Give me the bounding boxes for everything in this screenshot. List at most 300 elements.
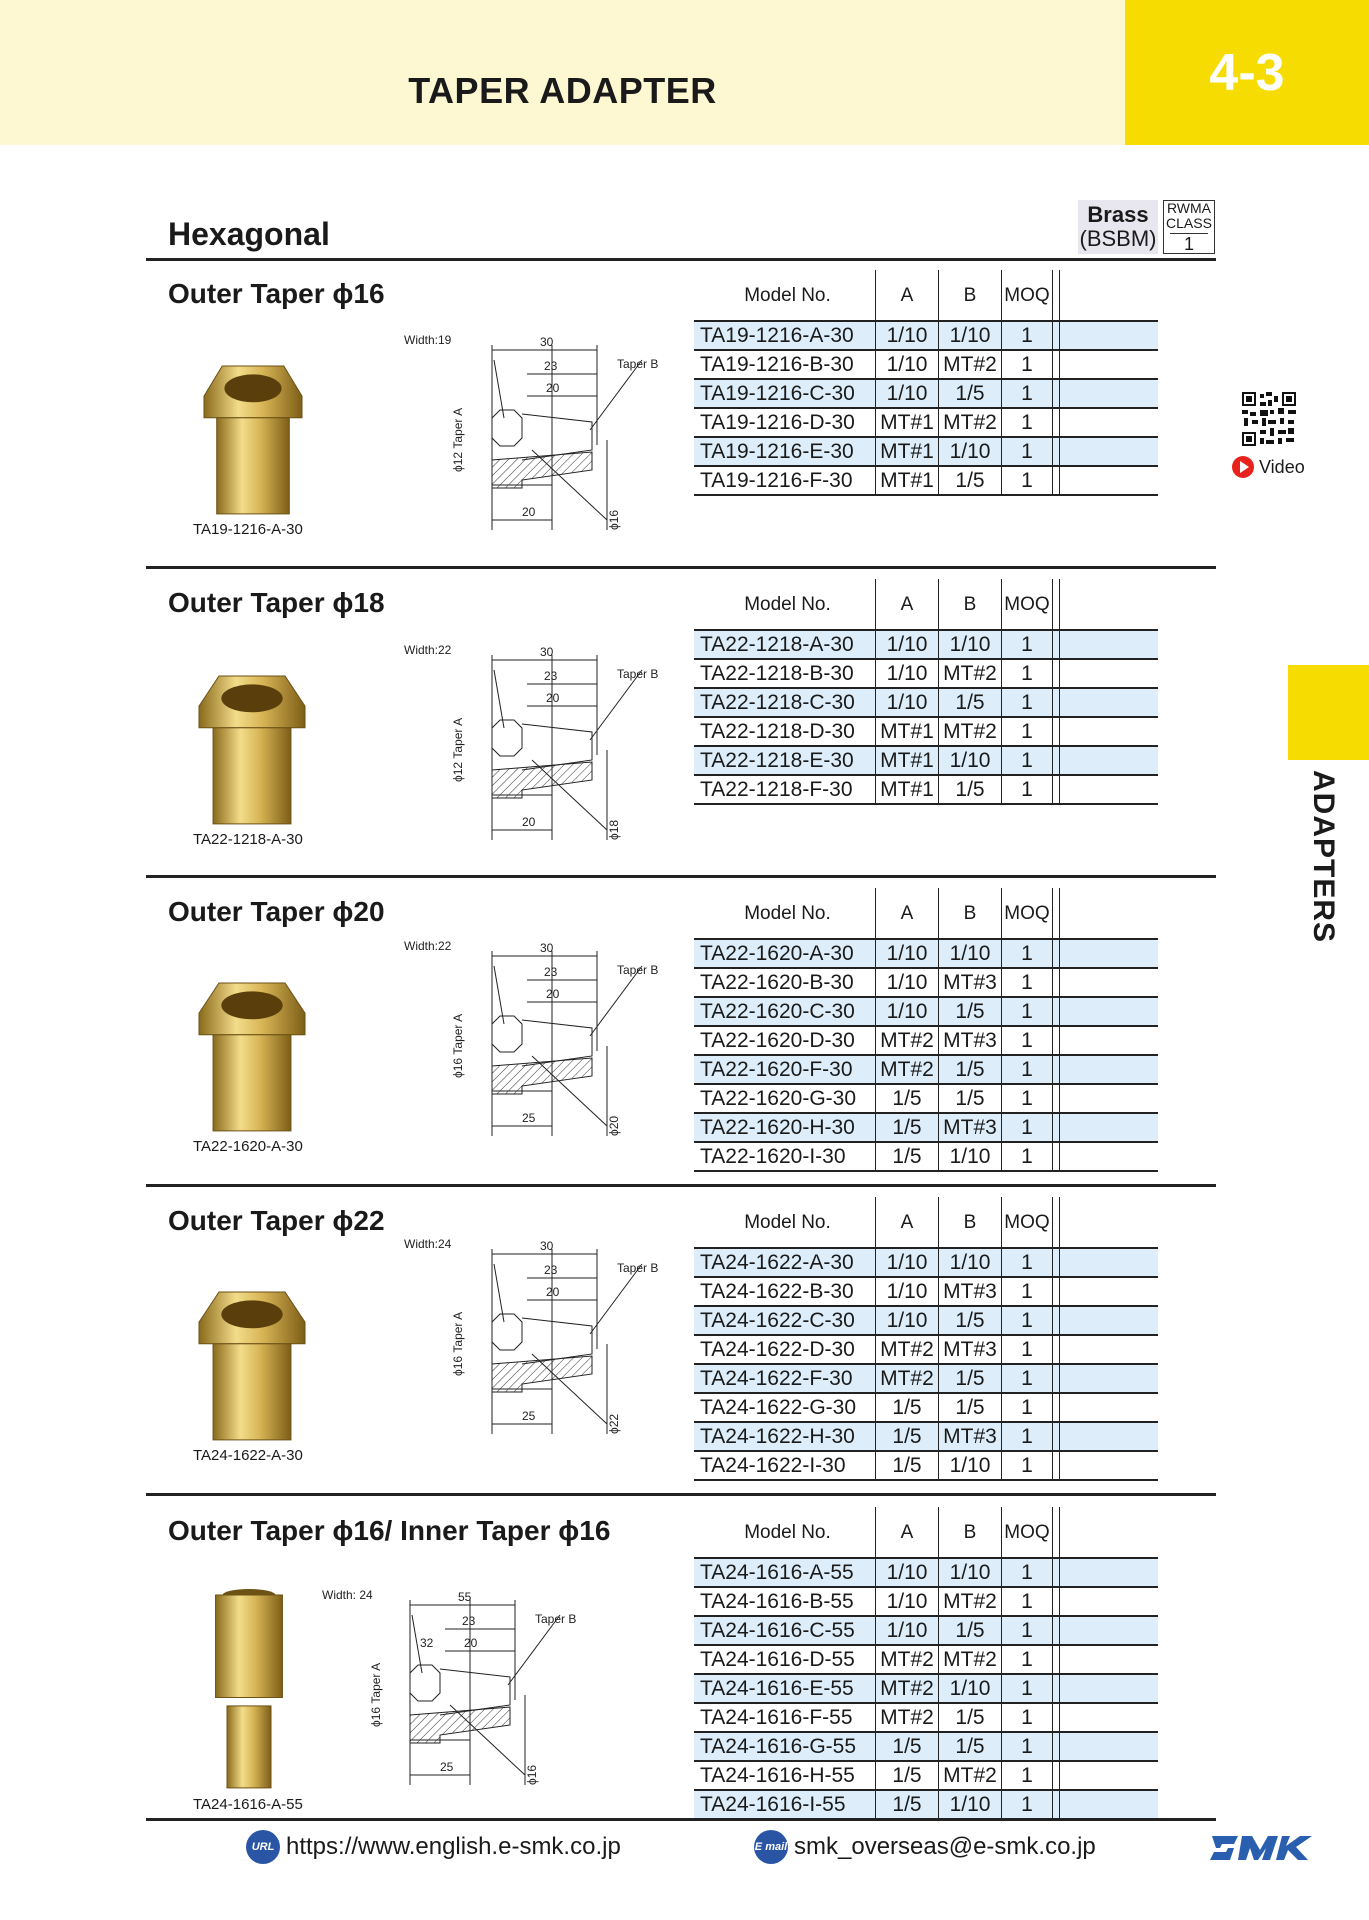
cell-moq: 1: [1002, 1248, 1053, 1277]
cell-moq: 1: [1002, 350, 1053, 379]
cell-b: MT#3: [939, 968, 1002, 997]
cell-extra: [1060, 1674, 1159, 1703]
dim-width: Width:19: [404, 333, 452, 347]
cell-b: 1/5: [939, 1055, 1002, 1084]
cell-b: 1/10: [939, 746, 1002, 775]
dim-width: Width:22: [404, 643, 452, 657]
table-row: [694, 1055, 1158, 1084]
cell-moq: 1: [1002, 1761, 1053, 1790]
cell-a: 1/5: [876, 1142, 939, 1171]
col-extra: [1053, 579, 1060, 630]
dim-taper-b: Taper B: [617, 963, 659, 977]
block-separator: [146, 1184, 1216, 1187]
cell-moq: 1: [1002, 1732, 1053, 1761]
table-row: [694, 321, 1158, 350]
cell-a: MT#2: [876, 1055, 939, 1084]
cell-extra: [1053, 1113, 1060, 1142]
material-badge: [1078, 200, 1158, 254]
col-moq: MOQ: [1002, 1197, 1053, 1248]
col-extra: [1060, 1197, 1159, 1248]
cell-model: TA24-1616-B-55: [694, 1587, 876, 1616]
table-row: [694, 775, 1158, 804]
dim-inner: 20: [546, 381, 560, 395]
cell-extra: [1053, 997, 1060, 1026]
cell-model: TA22-1620-I-30: [694, 1142, 876, 1171]
cell-model: TA22-1620-F-30: [694, 1055, 876, 1084]
col-a: A: [876, 1197, 939, 1248]
cell-model: TA19-1216-C-30: [694, 379, 876, 408]
cell-extra: [1053, 1055, 1060, 1084]
cell-a: 1/5: [876, 1422, 939, 1451]
cell-model: TA22-1218-D-30: [694, 717, 876, 746]
table-row: [694, 1277, 1158, 1306]
cell-a: 1/10: [876, 997, 939, 1026]
cell-model: TA22-1218-E-30: [694, 746, 876, 775]
cell-extra: [1053, 1306, 1060, 1335]
product-photo: [193, 672, 311, 827]
cell-model: TA24-1616-A-55: [694, 1558, 876, 1587]
cell-a: 1/10: [876, 1558, 939, 1587]
dim-total: 30: [540, 941, 554, 955]
dimension-drawing: [400, 330, 700, 545]
side-tab-label-wrap: [1300, 770, 1340, 950]
cell-extra: [1053, 1703, 1060, 1732]
table-row: [694, 408, 1158, 437]
cell-a: 1/5: [876, 1084, 939, 1113]
cell-moq: 1: [1002, 1790, 1053, 1819]
dim-diameter: ϕ22: [607, 1413, 621, 1434]
cell-extra: [1060, 968, 1159, 997]
cell-a: 1/5: [876, 1113, 939, 1142]
dimension-drawing: [400, 640, 700, 855]
model-table: [694, 1197, 1158, 1481]
table-row: [694, 1558, 1158, 1587]
model-table: [694, 579, 1158, 805]
side-tab-label: ADAPTERS: [1307, 770, 1340, 944]
cell-extra: [1060, 1277, 1159, 1306]
cell-extra: [1060, 659, 1159, 688]
table-row: [694, 1142, 1158, 1171]
dim-mid: 23: [544, 1263, 558, 1277]
cell-model: TA24-1622-I-30: [694, 1451, 876, 1480]
table-header: [694, 1197, 1158, 1248]
cell-b: 1/10: [939, 321, 1002, 350]
cell-b: 1/5: [939, 1306, 1002, 1335]
block-title: Outer Taper ϕ16: [168, 278, 385, 309]
cell-extra: [1053, 408, 1060, 437]
cell-extra: [1060, 746, 1159, 775]
cell-b: 1/5: [939, 1732, 1002, 1761]
col-extra: [1060, 888, 1159, 939]
cell-model: TA24-1622-A-30: [694, 1248, 876, 1277]
dim-mid: 23: [544, 965, 558, 979]
cell-b: MT#2: [939, 717, 1002, 746]
cell-model: TA22-1620-C-30: [694, 997, 876, 1026]
cell-b: 1/10: [939, 939, 1002, 968]
col-model: Model No.: [694, 579, 876, 630]
block-separator: [146, 875, 1216, 878]
cell-a: MT#2: [876, 1026, 939, 1055]
cell-extra: [1060, 350, 1159, 379]
dim-taper-a: ϕ16 Taper A: [369, 1662, 383, 1727]
cell-a: 1/10: [876, 968, 939, 997]
dimension-drawing: [400, 1234, 700, 1449]
cell-extra: [1060, 1761, 1159, 1790]
col-moq: MOQ: [1002, 888, 1053, 939]
cell-b: MT#2: [939, 350, 1002, 379]
dim-taper-b: Taper B: [535, 1612, 577, 1626]
cell-model: TA22-1620-G-30: [694, 1084, 876, 1113]
dim-diameter: ϕ16: [525, 1764, 539, 1785]
cell-extra: [1053, 968, 1060, 997]
cell-extra: [1053, 1335, 1060, 1364]
cell-moq: 1: [1002, 1364, 1053, 1393]
bottom-rule: [146, 1818, 1216, 1821]
cell-model: TA22-1218-F-30: [694, 775, 876, 804]
table-row: [694, 1451, 1158, 1480]
table-row: [694, 1084, 1158, 1113]
block-title: Outer Taper ϕ18: [168, 587, 385, 618]
cell-a: 1/10: [876, 1306, 939, 1335]
cell-b: 1/5: [939, 466, 1002, 495]
dim-inner: 20: [464, 1636, 478, 1650]
cell-extra: [1053, 350, 1060, 379]
material-name: Brass: [1087, 202, 1149, 227]
cell-extra: [1053, 630, 1060, 659]
table-header: [694, 270, 1158, 321]
cell-moq: 1: [1002, 630, 1053, 659]
rwma-class-value: 1: [1170, 233, 1208, 254]
cell-moq: 1: [1002, 1587, 1053, 1616]
cell-b: 1/5: [939, 1703, 1002, 1732]
cell-a: 1/10: [876, 379, 939, 408]
cell-extra: [1060, 630, 1159, 659]
block-separator: [146, 566, 1216, 569]
table-row: [694, 717, 1158, 746]
cell-moq: 1: [1002, 1451, 1053, 1480]
dim-taper-a: ϕ16 Taper A: [451, 1013, 465, 1078]
photo-caption: TA22-1620-A-30: [193, 1138, 303, 1155]
cell-extra: [1053, 1761, 1060, 1790]
cell-extra: [1053, 1790, 1060, 1819]
table-row: [694, 1761, 1158, 1790]
col-extra: [1060, 270, 1159, 321]
cell-b: 1/10: [939, 1142, 1002, 1171]
col-a: A: [876, 888, 939, 939]
cell-extra: [1053, 775, 1060, 804]
cell-a: 1/5: [876, 1732, 939, 1761]
cell-moq: 1: [1002, 408, 1053, 437]
dim-taper-a: ϕ12 Taper A: [451, 717, 465, 782]
cell-moq: 1: [1002, 437, 1053, 466]
dim-inner: 20: [546, 987, 560, 1001]
section-rule: [146, 258, 1216, 261]
table-row: [694, 1645, 1158, 1674]
col-model: Model No.: [694, 1507, 876, 1558]
cell-extra: [1053, 1451, 1060, 1480]
col-b: B: [939, 1197, 1002, 1248]
cell-extra: [1053, 717, 1060, 746]
product-photo: [193, 979, 311, 1134]
cell-b: MT#2: [939, 659, 1002, 688]
cell-b: MT#3: [939, 1335, 1002, 1364]
col-extra: [1060, 1507, 1159, 1558]
cell-extra: [1060, 1026, 1159, 1055]
cell-moq: 1: [1002, 1393, 1053, 1422]
table-row: [694, 1422, 1158, 1451]
cell-b: MT#2: [939, 1645, 1002, 1674]
col-extra: [1053, 888, 1060, 939]
cell-extra: [1060, 379, 1159, 408]
cell-moq: 1: [1002, 775, 1053, 804]
dim-base: 25: [522, 1111, 536, 1125]
table-row: [694, 688, 1158, 717]
col-model: Model No.: [694, 888, 876, 939]
qr-code-icon[interactable]: [1242, 392, 1296, 446]
footer-email-text[interactable]: smk_overseas@e-smk.co.jp: [794, 1833, 1096, 1860]
cell-a: MT#2: [876, 1364, 939, 1393]
video-label: Video: [1259, 456, 1305, 477]
cell-extra: [1053, 1277, 1060, 1306]
cell-model: TA24-1616-H-55: [694, 1761, 876, 1790]
dim-diameter: ϕ16: [607, 509, 621, 530]
block-separator: [146, 1493, 1216, 1496]
cell-model: TA22-1218-C-30: [694, 688, 876, 717]
cell-moq: 1: [1002, 746, 1053, 775]
cell-a: MT#2: [876, 1645, 939, 1674]
model-table: [694, 1507, 1158, 1820]
cell-b: 1/5: [939, 1084, 1002, 1113]
col-model: Model No.: [694, 1197, 876, 1248]
cell-extra: [1053, 1248, 1060, 1277]
cell-extra: [1060, 466, 1159, 495]
cell-model: TA24-1622-C-30: [694, 1306, 876, 1335]
cell-model: TA22-1218-B-30: [694, 659, 876, 688]
cell-moq: 1: [1002, 1645, 1053, 1674]
col-model: Model No.: [694, 270, 876, 321]
cell-extra: [1053, 437, 1060, 466]
product-photo: [198, 362, 308, 517]
cell-extra: [1060, 1645, 1159, 1674]
photo-caption: TA19-1216-A-30: [193, 521, 303, 538]
cell-b: 1/10: [939, 1451, 1002, 1480]
dim-mid: 23: [462, 1614, 476, 1628]
cell-model: TA24-1622-H-30: [694, 1422, 876, 1451]
cell-a: MT#1: [876, 717, 939, 746]
dim-taper-b: Taper B: [617, 667, 659, 681]
cell-moq: 1: [1002, 321, 1053, 350]
cell-moq: 1: [1002, 997, 1053, 1026]
product-photo: [193, 1288, 311, 1443]
cell-moq: 1: [1002, 659, 1053, 688]
section-title: Hexagonal: [168, 216, 330, 252]
dim-inner: 20: [546, 1285, 560, 1299]
dim-mid: 23: [544, 359, 558, 373]
cell-model: TA24-1616-G-55: [694, 1732, 876, 1761]
cell-model: TA24-1616-D-55: [694, 1645, 876, 1674]
cell-model: TA24-1622-F-30: [694, 1364, 876, 1393]
cell-extra: [1053, 379, 1060, 408]
cell-moq: 1: [1002, 1084, 1053, 1113]
cell-moq: 1: [1002, 968, 1053, 997]
cell-extra: [1053, 1645, 1060, 1674]
cell-extra: [1060, 321, 1159, 350]
cell-extra: [1060, 1393, 1159, 1422]
photo-caption: TA22-1218-A-30: [193, 831, 303, 848]
cell-model: TA24-1622-B-30: [694, 1277, 876, 1306]
footer-url-text[interactable]: https://www.english.e-smk.co.jp: [286, 1833, 621, 1860]
table-row: [694, 1393, 1158, 1422]
dim-total: 30: [540, 1239, 554, 1253]
dim-inner: 20: [546, 691, 560, 705]
dim-taper-a: ϕ16 Taper A: [451, 1311, 465, 1376]
cell-extra: [1053, 746, 1060, 775]
cell-a: 1/10: [876, 350, 939, 379]
cell-a: 1/10: [876, 659, 939, 688]
col-b: B: [939, 888, 1002, 939]
dim-left: 32: [420, 1636, 434, 1650]
dim-width: Width:24: [404, 1237, 452, 1251]
cell-a: MT#1: [876, 466, 939, 495]
table-row: [694, 746, 1158, 775]
cell-extra: [1060, 408, 1159, 437]
cell-a: 1/10: [876, 321, 939, 350]
cell-b: 1/5: [939, 379, 1002, 408]
dim-taper-b: Taper B: [617, 1261, 659, 1275]
dim-base: 20: [522, 815, 536, 829]
cell-b: MT#3: [939, 1277, 1002, 1306]
cell-extra: [1053, 1084, 1060, 1113]
col-moq: MOQ: [1002, 270, 1053, 321]
block-title: Outer Taper ϕ16/ Inner Taper ϕ16: [168, 1515, 611, 1546]
cell-extra: [1060, 1335, 1159, 1364]
cell-b: MT#3: [939, 1113, 1002, 1142]
cell-extra: [1053, 1364, 1060, 1393]
cell-model: TA24-1622-G-30: [694, 1393, 876, 1422]
model-table: [694, 270, 1158, 496]
page-title: TAPER ADAPTER: [408, 70, 717, 111]
cell-model: TA22-1218-A-30: [694, 630, 876, 659]
table-row: [694, 350, 1158, 379]
cell-moq: 1: [1002, 1335, 1053, 1364]
cell-model: TA22-1620-D-30: [694, 1026, 876, 1055]
material-code: (BSBM): [1079, 226, 1157, 251]
cell-extra: [1053, 1422, 1060, 1451]
cell-model: TA24-1622-D-30: [694, 1335, 876, 1364]
cell-moq: 1: [1002, 1113, 1053, 1142]
cell-a: 1/10: [876, 1248, 939, 1277]
smk-logo: [1210, 1832, 1313, 1864]
model-table: [694, 888, 1158, 1172]
mail-badge-icon: E mail: [754, 1830, 788, 1864]
cell-extra: [1060, 775, 1159, 804]
footer-email[interactable]: [754, 1830, 1096, 1864]
cell-moq: 1: [1002, 688, 1053, 717]
table-row: [694, 466, 1158, 495]
table-row: [694, 1248, 1158, 1277]
cell-extra: [1060, 1364, 1159, 1393]
cell-extra: [1060, 1790, 1159, 1819]
col-a: A: [876, 579, 939, 630]
cell-moq: 1: [1002, 1277, 1053, 1306]
col-extra: [1053, 270, 1060, 321]
dimension-drawing: [320, 1585, 710, 1800]
cell-a: 1/10: [876, 1616, 939, 1645]
cell-extra: [1053, 1616, 1060, 1645]
cell-model: TA19-1216-A-30: [694, 321, 876, 350]
cell-a: MT#2: [876, 1674, 939, 1703]
cell-moq: 1: [1002, 1422, 1053, 1451]
cell-b: MT#3: [939, 1026, 1002, 1055]
photo-caption: TA24-1622-A-30: [193, 1447, 303, 1464]
product-photo: [205, 1587, 293, 1792]
url-badge-icon: URL: [246, 1830, 280, 1864]
cell-extra: [1060, 1451, 1159, 1480]
table-row: [694, 1026, 1158, 1055]
cell-extra: [1053, 1587, 1060, 1616]
cell-extra: [1060, 437, 1159, 466]
cell-extra: [1060, 997, 1159, 1026]
dim-taper-a: ϕ12 Taper A: [451, 407, 465, 472]
cell-b: 1/10: [939, 1248, 1002, 1277]
table-row: [694, 659, 1158, 688]
cell-extra: [1060, 688, 1159, 717]
cell-moq: 1: [1002, 717, 1053, 746]
cell-extra: [1053, 688, 1060, 717]
rwma-label: RWMA CLASS: [1166, 200, 1212, 231]
cell-moq: 1: [1002, 1026, 1053, 1055]
cell-b: 1/5: [939, 1393, 1002, 1422]
cell-b: 1/10: [939, 437, 1002, 466]
cell-extra: [1053, 1393, 1060, 1422]
cell-model: TA19-1216-B-30: [694, 350, 876, 379]
cell-moq: 1: [1002, 1558, 1053, 1587]
table-row: [694, 1587, 1158, 1616]
table-row: [694, 1674, 1158, 1703]
cell-extra: [1060, 1732, 1159, 1761]
dim-diameter: ϕ18: [607, 819, 621, 840]
dimension-drawing: [400, 936, 700, 1151]
play-icon: [1232, 456, 1254, 478]
cell-a: 1/10: [876, 1587, 939, 1616]
cell-b: MT#2: [939, 408, 1002, 437]
cell-extra: [1060, 1142, 1159, 1171]
col-moq: MOQ: [1002, 579, 1053, 630]
page-number: 4-3: [1125, 0, 1369, 145]
dim-taper-b: Taper B: [617, 357, 659, 371]
cell-b: MT#2: [939, 1761, 1002, 1790]
table-row: [694, 997, 1158, 1026]
cell-extra: [1053, 466, 1060, 495]
cell-a: 1/5: [876, 1761, 939, 1790]
cell-extra: [1053, 1026, 1060, 1055]
cell-b: 1/5: [939, 1616, 1002, 1645]
cell-b: 1/10: [939, 1674, 1002, 1703]
table-row: [694, 1306, 1158, 1335]
video-link[interactable]: [1232, 456, 1305, 478]
dim-base: 25: [440, 1760, 454, 1774]
cell-b: MT#2: [939, 1587, 1002, 1616]
cell-moq: 1: [1002, 1703, 1053, 1732]
cell-extra: [1060, 1248, 1159, 1277]
footer-url[interactable]: [246, 1830, 621, 1864]
cell-a: 1/10: [876, 688, 939, 717]
cell-extra: [1060, 1587, 1159, 1616]
cell-extra: [1053, 1674, 1060, 1703]
cell-model: TA19-1216-E-30: [694, 437, 876, 466]
cell-extra: [1060, 939, 1159, 968]
cell-moq: 1: [1002, 1674, 1053, 1703]
